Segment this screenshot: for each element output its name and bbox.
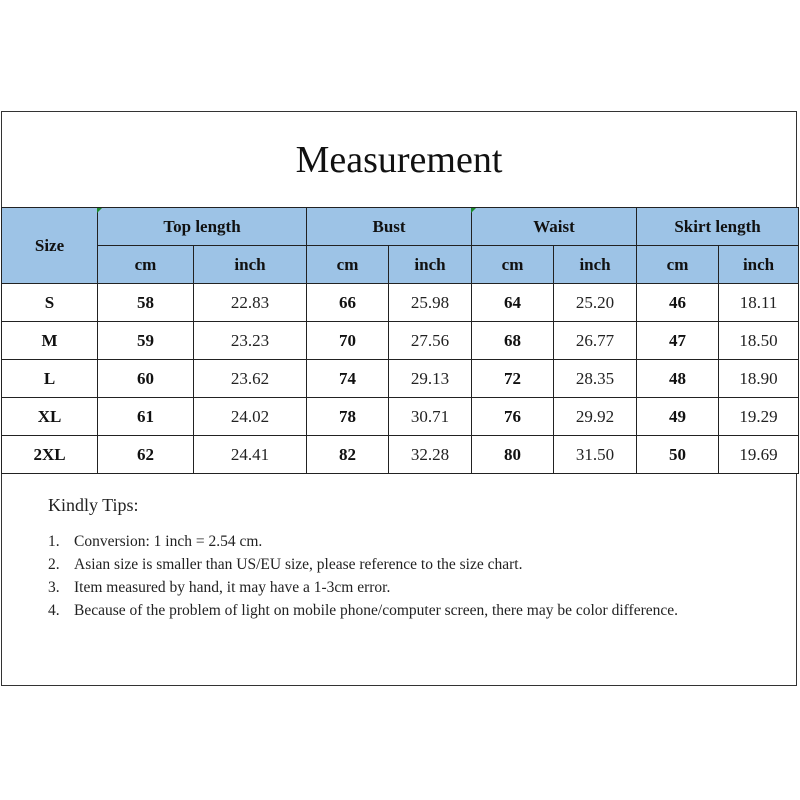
unit-header-inch: inch bbox=[194, 246, 307, 284]
waist-inch-cell: 28.35 bbox=[554, 360, 637, 398]
table-row bbox=[2, 398, 799, 436]
top-length-inch-cell: 23.62 bbox=[194, 360, 307, 398]
group-header-waist: Waist bbox=[472, 208, 637, 246]
bust-inch-cell: 27.56 bbox=[389, 322, 472, 360]
bust-inch-cell: 30.71 bbox=[389, 398, 472, 436]
top-length-cm-cell: 59 bbox=[98, 322, 194, 360]
top-length-inch-cell: 24.02 bbox=[194, 398, 307, 436]
skirt-length-inch-cell: 19.29 bbox=[719, 398, 799, 436]
tip-item bbox=[48, 553, 684, 576]
tip-number: 3. bbox=[48, 579, 60, 596]
waist-inch-cell: 26.77 bbox=[554, 322, 637, 360]
size-cell: 2XL bbox=[2, 436, 98, 474]
chart-title: Measurement bbox=[295, 139, 503, 181]
waist-inch-cell: 29.92 bbox=[554, 398, 637, 436]
tips-heading: Kindly Tips: bbox=[48, 495, 139, 515]
top-length-inch-cell: 23.23 bbox=[194, 322, 307, 360]
skirt-length-cm-cell: 46 bbox=[637, 284, 719, 322]
bust-cm-cell: 70 bbox=[307, 322, 389, 360]
table-row bbox=[2, 322, 799, 360]
skirt-length-cm-cell: 50 bbox=[637, 436, 719, 474]
tip-number: 2. bbox=[48, 556, 60, 573]
tip-item bbox=[48, 576, 684, 599]
cell-comment-marker bbox=[97, 208, 102, 213]
skirt-length-cm-cell: 49 bbox=[637, 398, 719, 436]
top-length-cm-cell: 62 bbox=[98, 436, 194, 474]
bust-inch-cell: 32.28 bbox=[389, 436, 472, 474]
waist-cm-cell: 64 bbox=[472, 284, 554, 322]
bust-cm-cell: 78 bbox=[307, 398, 389, 436]
bust-inch-cell: 29.13 bbox=[389, 360, 472, 398]
skirt-length-inch-cell: 18.90 bbox=[719, 360, 799, 398]
kindly-tips bbox=[48, 495, 684, 622]
waist-cm-cell: 72 bbox=[472, 360, 554, 398]
cell-comment-marker bbox=[471, 208, 476, 213]
bust-cm-cell: 66 bbox=[307, 284, 389, 322]
skirt-length-inch-cell: 19.69 bbox=[719, 436, 799, 474]
tip-text: Conversion: 1 inch = 2.54 cm. bbox=[74, 533, 263, 550]
size-header: Size bbox=[2, 208, 98, 284]
top-length-cm-cell: 61 bbox=[98, 398, 194, 436]
unit-header-cm: cm bbox=[637, 246, 719, 284]
skirt-length-cm-cell: 47 bbox=[637, 322, 719, 360]
top-length-cm-cell: 58 bbox=[98, 284, 194, 322]
unit-header-cm: cm bbox=[307, 246, 389, 284]
skirt-length-inch-cell: 18.50 bbox=[719, 322, 799, 360]
size-cell: L bbox=[2, 360, 98, 398]
skirt-length-cm-cell: 48 bbox=[637, 360, 719, 398]
top-length-inch-cell: 24.41 bbox=[194, 436, 307, 474]
header-row-units bbox=[2, 246, 799, 284]
waist-cm-cell: 80 bbox=[472, 436, 554, 474]
table-row bbox=[2, 360, 799, 398]
group-header-top-length: Top length bbox=[98, 208, 307, 246]
size-cell: XL bbox=[2, 398, 98, 436]
tip-item bbox=[48, 599, 684, 622]
unit-header-inch: inch bbox=[389, 246, 472, 284]
unit-header-cm: cm bbox=[472, 246, 554, 284]
size-chart-sheet bbox=[1, 111, 797, 686]
tip-text: Because of the problem of light on mobile phone/computer screen, there may be color difference. bbox=[74, 602, 678, 619]
tip-item bbox=[48, 530, 684, 553]
table-row bbox=[2, 284, 799, 322]
top-length-cm-cell: 60 bbox=[98, 360, 194, 398]
group-header-skirt-length: Skirt length bbox=[637, 208, 799, 246]
size-cell: M bbox=[2, 322, 98, 360]
group-header-bust: Bust bbox=[307, 208, 472, 246]
unit-header-inch: inch bbox=[719, 246, 799, 284]
waist-cm-cell: 68 bbox=[472, 322, 554, 360]
unit-header-inch: inch bbox=[554, 246, 637, 284]
waist-inch-cell: 31.50 bbox=[554, 436, 637, 474]
size-cell: S bbox=[2, 284, 98, 322]
skirt-length-inch-cell: 18.11 bbox=[719, 284, 799, 322]
header-row-groups bbox=[2, 208, 799, 246]
tip-number: 1. bbox=[48, 533, 60, 550]
tip-number: 4. bbox=[48, 602, 60, 619]
tip-text: Asian size is smaller than US/EU size, please reference to the size chart. bbox=[74, 556, 523, 573]
bust-inch-cell: 25.98 bbox=[389, 284, 472, 322]
size-table bbox=[1, 207, 799, 474]
waist-inch-cell: 25.20 bbox=[554, 284, 637, 322]
top-length-inch-cell: 22.83 bbox=[194, 284, 307, 322]
waist-cm-cell: 76 bbox=[472, 398, 554, 436]
tips-list bbox=[48, 530, 684, 622]
bust-cm-cell: 74 bbox=[307, 360, 389, 398]
unit-header-cm: cm bbox=[98, 246, 194, 284]
tip-text: Item measured by hand, it may have a 1-3cm error. bbox=[74, 579, 391, 596]
table-row bbox=[2, 436, 799, 474]
bust-cm-cell: 82 bbox=[307, 436, 389, 474]
